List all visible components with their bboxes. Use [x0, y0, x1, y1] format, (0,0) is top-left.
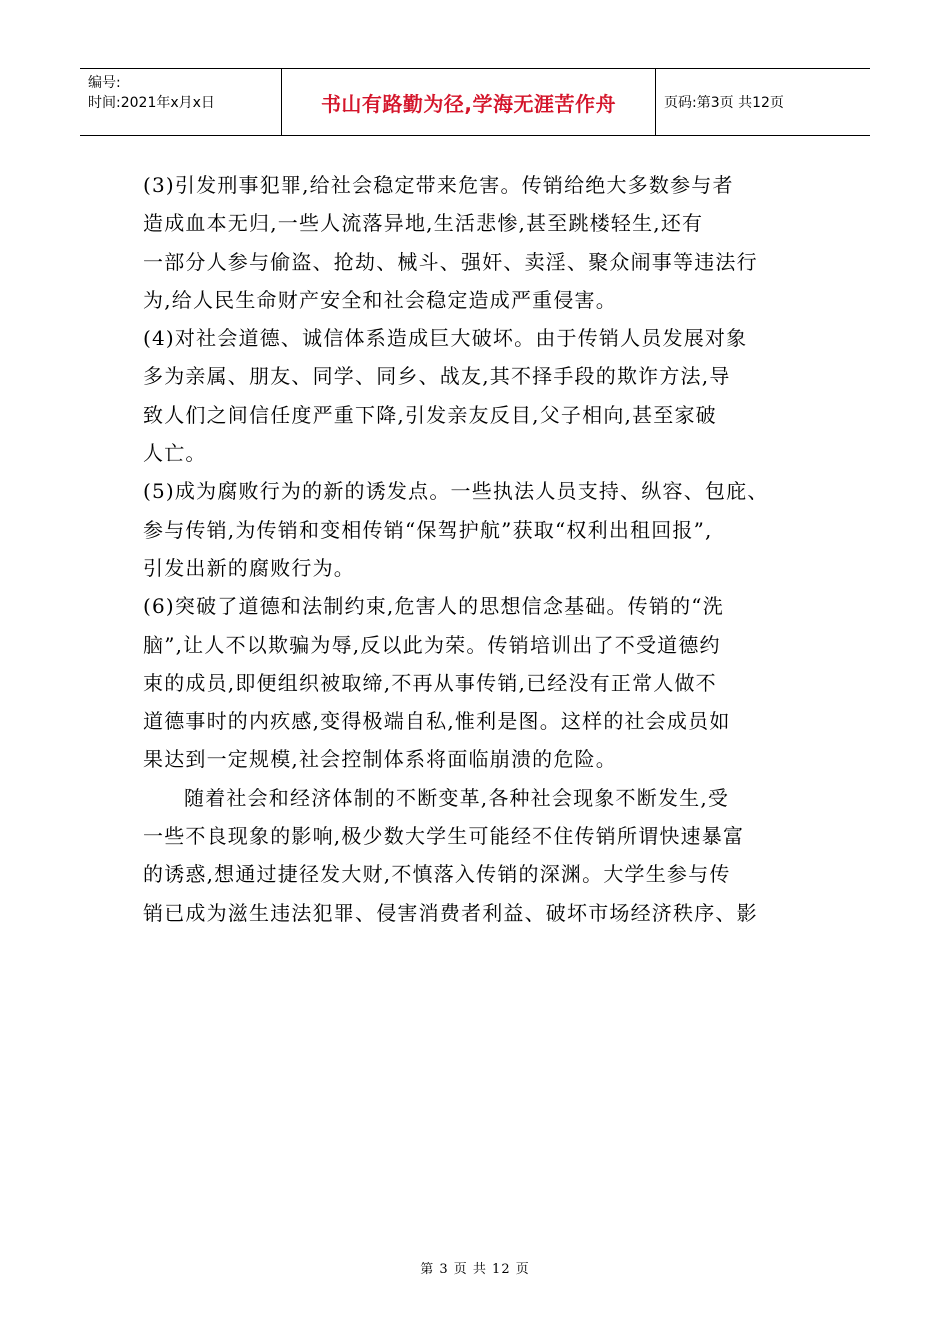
- text-line: 道德事时的内疚感,变得极端自私,惟利是图。这样的社会成员如: [143, 709, 731, 734]
- text-line: 人亡。: [143, 441, 207, 466]
- text-line: 一部分人参与偷盗、抢劫、械斗、强奸、卖淫、聚众闹事等违法行: [143, 249, 758, 274]
- text-line: 引发出新的腐败行为。: [143, 555, 355, 580]
- header-page-info: 页码:第3页 共12页: [664, 95, 784, 111]
- text-line: 销已成为滋生违法犯罪、侵害消费者利益、破坏市场经济秩序、影: [143, 900, 758, 925]
- text-line: 多为亲属、朋友、同学、同乡、战友,其不择手段的欺诈方法,导: [143, 364, 731, 389]
- paragraph-5: [143, 472, 823, 587]
- text-line: 一些不良现象的影响,极少数大学生可能经不住传销所谓快速暴富: [143, 824, 745, 849]
- page-header: [80, 68, 870, 136]
- text-line: 脑”,让人不以欺骗为辱,反以此为荣。传销培训出了不受道德约: [143, 632, 721, 657]
- paragraph-4: [143, 319, 823, 472]
- paragraph-3: [143, 166, 823, 319]
- text-line: 果达到一定规模,社会控制体系将面临崩溃的危险。: [143, 747, 617, 772]
- text-line: 随着社会和经济体制的不断变革,各种社会现象不断发生,受: [184, 785, 730, 810]
- paragraph-6: [143, 587, 823, 778]
- page-footer: 第 3 页 共 12 页: [420, 1262, 530, 1277]
- text-line: 造成血本无归,一些人流落异地,生活悲惨,甚至跳楼轻生,还有: [143, 211, 704, 236]
- time-label: 时间:2021年x月x日: [88, 95, 215, 111]
- document-body: [143, 166, 823, 932]
- text-line: 的诱惑,想通过捷径发大财,不慎落入传销的深渊。大学生参与传: [143, 862, 731, 887]
- text-line: (5)成为腐败行为的新的诱发点。一些执法人员支持、纵容、包庇、: [143, 479, 769, 504]
- text-line: (3)引发刑事犯罪,给社会稳定带来危害。传销给绝大多数参与者: [143, 173, 734, 197]
- header-motto: 书山有路勤为径,学海无涯苦作舟: [282, 69, 656, 135]
- text-line: 致人们之间信任度严重下降,引发亲友反目,父子相向,甚至家破: [143, 402, 717, 427]
- text-line: 束的成员,即便组织被取缔,不再从事传销,已经没有正常人做不: [143, 670, 717, 695]
- paragraph-body: [143, 779, 823, 932]
- header-meta: [80, 69, 282, 135]
- text-line: 为,给人民生命财产安全和社会稳定造成严重侵害。: [143, 287, 617, 312]
- serial-label: 编号:: [88, 75, 121, 91]
- text-line: (4)对社会道德、诚信体系造成巨大破坏。由于传销人员发展对象: [143, 326, 748, 351]
- text-line: (6)突破了道德和法制约束,危害人的思想信念基础。传销的“洗: [143, 594, 724, 619]
- text-line: 参与传销,为传销和变相传销“保驾护航”获取“权利出租回报”,: [143, 517, 713, 542]
